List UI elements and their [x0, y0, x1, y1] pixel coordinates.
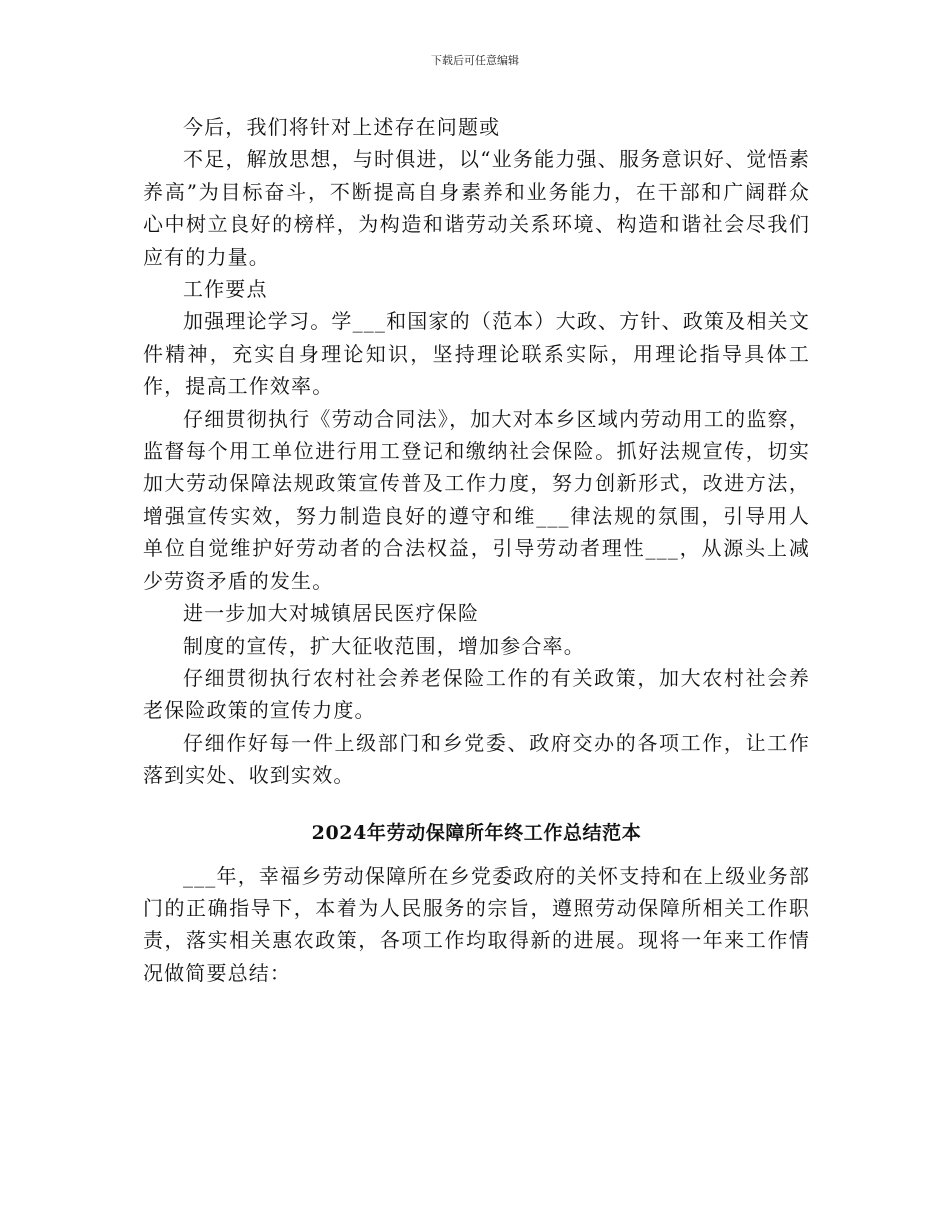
page-header: 下载后可任意编辑	[431, 54, 519, 67]
paragraph: 不足，解放思想，与时俱进，以“业务能力强、服务意识好、觉悟素养高”为目标奋斗，不断提高自身素养和业务能力，在干部和广阔群众心中树立良好的榜样，为构造和谐劳动关系环境、构造和谐社会尽我们应有的力量。	[143, 147, 810, 269]
paragraph: 加强理论学习。学___和国家的（范本）大政、方针、政策及相关文件精神，充实自身理论知识，坚持理论联系实际，用理论指导具体工作，提高工作效率。	[143, 309, 810, 399]
document-body	[143, 111, 810, 989]
paragraph: 仔细作好每一件上级部门和乡党委、政府交办的各项工作，让工作落到实处、收到实效。	[143, 730, 810, 788]
paragraph: 进一步加大对城镇居民医疗保险	[183, 601, 480, 626]
paragraph: 今后，我们将针对上述存在问题或	[183, 115, 501, 139]
paragraph: 制度的宣传，扩大征收范围，增加参合率。	[183, 633, 585, 658]
paragraph: 仔细贯彻执行农村社会养老保险工作的有关政策，加大农村社会养老保险政策的宣传力度。	[143, 665, 810, 723]
document-title: 2024年劳动保障所年终工作总结范本	[311, 821, 642, 844]
paragraph: 仔细贯彻执行《劳动合同法》，加大对本乡区域内劳动用工的监察，监督每个用工单位进行用工登记和缴纳社会保险。抓好法规宣传，切实加大劳动保障法规政策宣传普及工作力度，努力创新形式，改进方法，增强宣传实效，努力制造良好的遵守和维___律法规的氛围，引导用人单位自觉维护好劳动者的合法权益，引导劳动者理性___，从源头上减少劳资矛盾的发生。	[143, 406, 810, 593]
paragraph: ___年，幸福乡劳动保障所在乡党委政府的关怀支持和在上级业务部门的正确指导下，本着为人民服务的宗旨，遵照劳动保障所相关工作职责，落实相关惠农政策，各项工作均取得新的进展。现将一年来工作情况做简要总结：	[143, 863, 810, 985]
section-heading: 工作要点	[183, 277, 268, 302]
